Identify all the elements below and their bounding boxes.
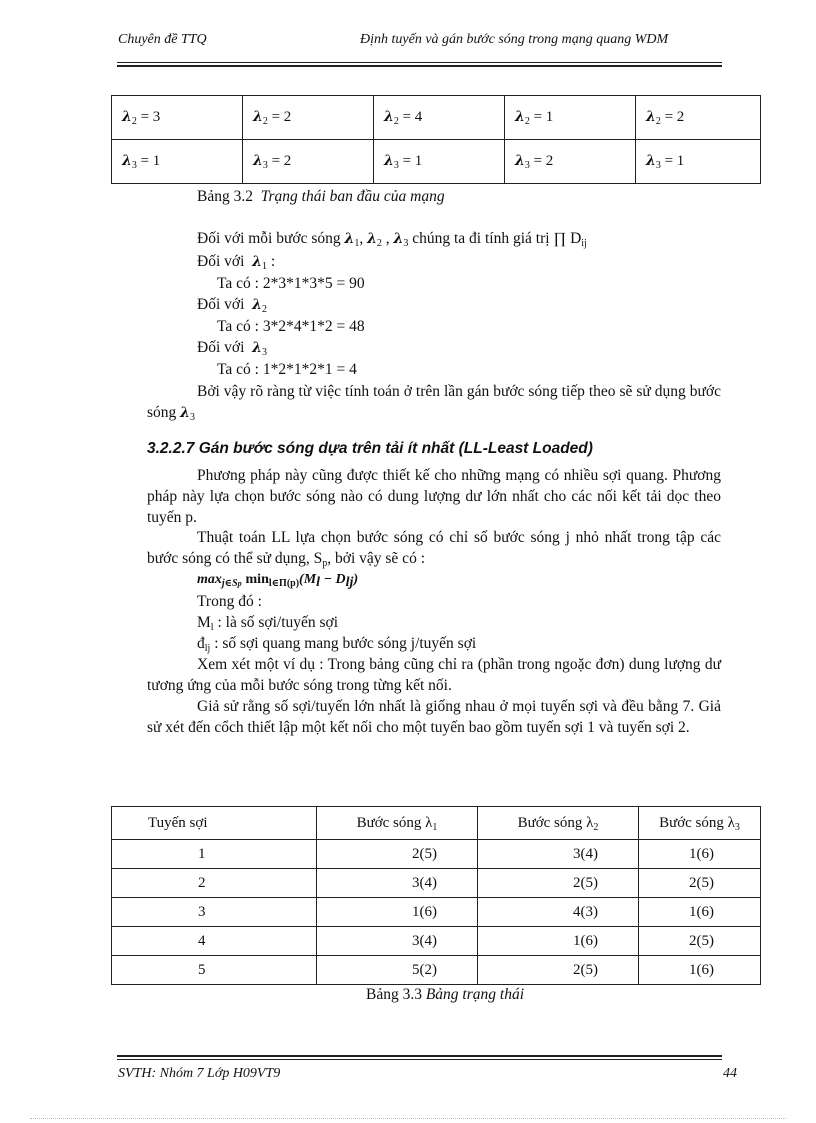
wavelength-cell: 2(5) (478, 869, 639, 898)
table-row: $\lambda_2 = 3$ $\lambda_2 = 2$ $\lambda_2 = 4$ $\lambda_2 = 1$ $\lambda_2 = 2$ (112, 96, 761, 140)
header-rule (117, 62, 722, 63)
calc-line-3: Ta có : 1*2*1*2*1 = 4 (217, 361, 357, 378)
wavelength-cell: 2(5) (317, 840, 478, 869)
table-caption-3-3: Bảng 3.3 Bảng trạng thái (366, 986, 525, 1003)
column-header: Bước sóng $\lambda_1$ (317, 807, 478, 840)
formula: $\max_{j\in Sp} \min_{l\in\Pi(p)}(M_l - D_{lj})$ (197, 572, 359, 590)
row-number-cell: 2 (112, 869, 317, 898)
table-row (112, 840, 761, 869)
conclusion-paragraph: Bởi vậy rõ ràng từ việc tính toán ở trên lần gán bước sóng tiếp theo sẽ sử dụng bước sóng $\lambda_3$ (147, 383, 721, 423)
wavelength-cell: 3(4) (317, 869, 478, 898)
column-header: Bước sóng $\lambda_2$ (478, 807, 639, 840)
page-number: 44 (723, 1066, 737, 1081)
calc-line-2: Ta có : 3*2*4*1*2 = 48 (217, 318, 365, 335)
where-label: Trong đó : (197, 593, 262, 610)
row-number-cell: 5 (112, 956, 317, 985)
wavelength-cell: 2(5) (639, 927, 761, 956)
table-row (112, 927, 761, 956)
row-number-cell: 1 (112, 840, 317, 869)
paragraph-4: Giả sử rằng số sợi/tuyến lớn nhất là giống nhau ở mọi tuyến sợi và đều bằng 7. Giả sử xét đến cổch thiết lập một kết nối cho một tuyến bao gồm tuyến sợi 1 và tuyến sợi 2. (147, 698, 721, 736)
column-header: Tuyến sợi (112, 807, 317, 840)
wavelength-cell: 1(6) (478, 927, 639, 956)
footer-left: SVTH: Nhóm 7 Lớp H09VT9 (118, 1066, 281, 1081)
header-left: Chuyên đề TTQ (118, 32, 207, 47)
paragraph-3: Xem xét một ví dụ : Trong bảng cũng chỉ ra (phần trong ngoặc đơn) dung lượng dư tương ứng của mỗi bước sóng trong từng kết nối. (147, 656, 721, 694)
wavelength-cell: 2(5) (639, 869, 761, 898)
footer-rule (117, 1059, 722, 1060)
wavelength-cell: 1(6) (639, 956, 761, 985)
table-header-row (112, 807, 761, 840)
state-table-initial (111, 95, 761, 184)
row-number-cell: 3 (112, 898, 317, 927)
section-heading: 3.2.2.7 Gán bước sóng dựa trên tải ít nhất (LL-Least Loaded) (147, 440, 593, 457)
m-definition: $M_l$ : là số sợi/tuyến sợi (197, 614, 339, 633)
for-lambda-3: Đối với $\lambda_3$ (197, 339, 267, 358)
header-rule-thick (117, 65, 722, 67)
table-row (112, 898, 761, 927)
footer-rule-thick (117, 1055, 722, 1057)
table-row: $\lambda_3 = 1$ $\lambda_3 = 2$ $\lambda_3 = 1$ $\lambda_3 = 2$ $\lambda_3 = 1$ (112, 140, 761, 184)
state-table (111, 806, 761, 985)
for-lambda-1: Đối với $\lambda_1$ : (197, 253, 276, 272)
wavelength-cell: 1(6) (317, 898, 478, 927)
for-lambda-2: Đối với $\lambda_2$ (197, 296, 267, 315)
paragraph-2: Thuật toán LL lựa chọn bước sóng có chỉ số bước sóng j nhỏ nhất trong tập các bước sóng có thể sử dụng, $S_p$, bởi vậy sẽ có : (147, 529, 721, 569)
wavelength-cell: 2(5) (478, 956, 639, 985)
intro-line: Đối với mỗi bước sóng $\lambda_1$, $\lambda_2$ , $\lambda_3$ chúng ta đi tính giá trị ∏ $D_{ij}$ (197, 230, 587, 249)
wavelength-cell: 4(3) (478, 898, 639, 927)
row-number-cell: 4 (112, 927, 317, 956)
wavelength-cell: 3(4) (478, 840, 639, 869)
wavelength-cell: 5(2) (317, 956, 478, 985)
d-definition: $đ_{lj}$ : số sợi quang mang bước sóng j/tuyến sợi (197, 635, 477, 654)
page-edge (30, 1118, 786, 1119)
wavelength-cell: 3(4) (317, 927, 478, 956)
table-row (112, 869, 761, 898)
table-caption-3-2: Bảng 3.2 Trạng thái ban đầu của mạng (197, 188, 445, 205)
header-right: Định tuyến và gán bước sóng trong mạng quang WDM (360, 32, 669, 47)
paragraph-1: Phương pháp này cũng được thiết kế cho những mạng có nhiều sợi quang. Phương pháp này lựa chọn bước sóng nào có dung lượng dư lớn nhất cho các nối kết tải dọc theo tuyến p. (147, 467, 721, 526)
wavelength-cell: 1(6) (639, 840, 761, 869)
table-row (112, 956, 761, 985)
wavelength-cell: 1(6) (639, 898, 761, 927)
column-header: Bước sóng $\lambda_3$ (639, 807, 761, 840)
calc-line-1: Ta có : 2*3*1*3*5 = 90 (217, 275, 365, 292)
